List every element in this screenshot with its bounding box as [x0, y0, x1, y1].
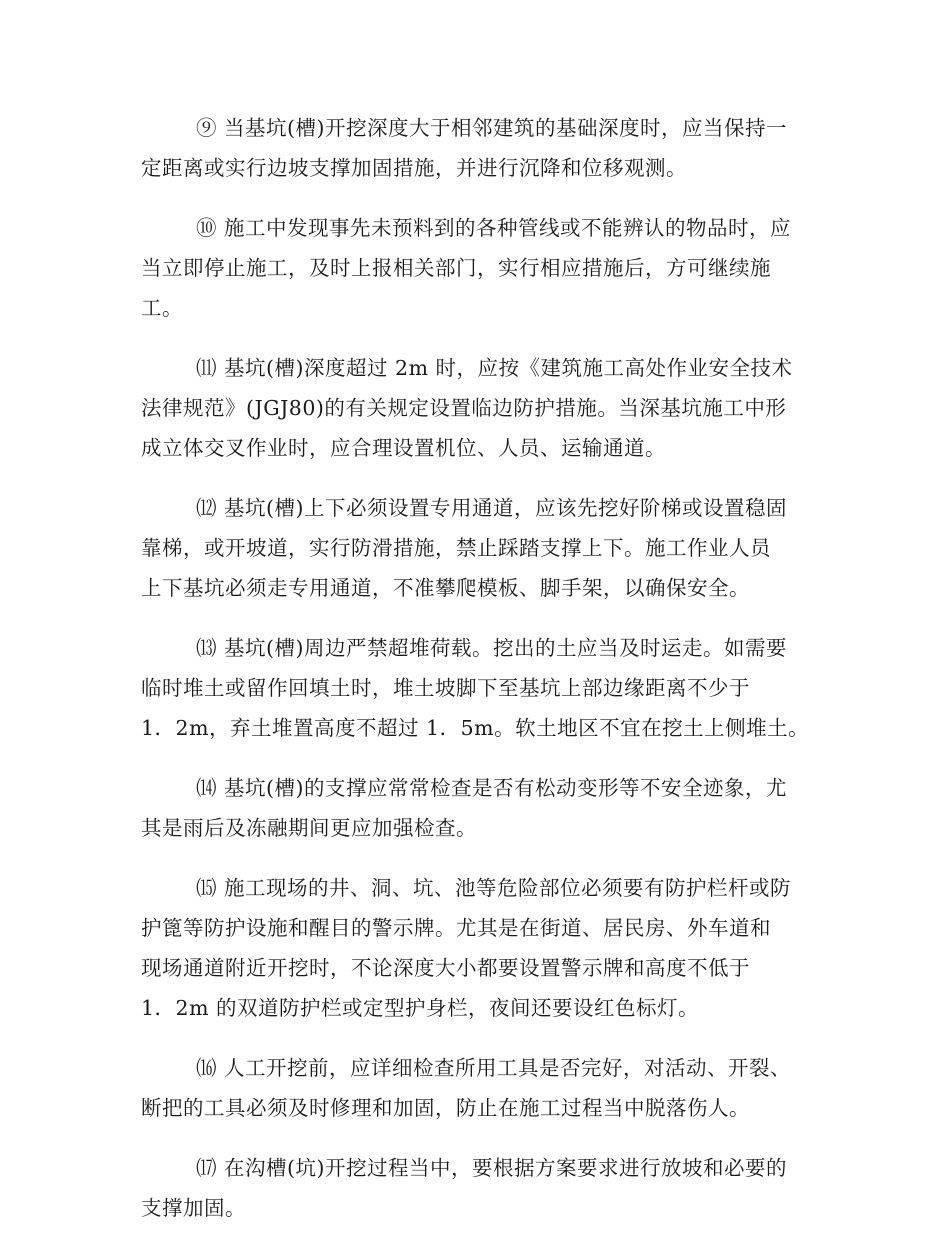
paragraph-line: ⒀ 基坑(槽)周边严禁超堆荷载。挖出的土应当及时运走。如需要 — [196, 636, 788, 660]
paragraph-line: ⑾ 基坑(槽)深度超过 2m 时，应按《建筑施工高处作业安全技术 — [196, 356, 793, 380]
paragraph-line: 支撑加固。 — [141, 1196, 246, 1220]
paragraph-line: ⑨ 当基坑(槽)开挖深度大于相邻建筑的基础深度时，应当保持一 — [196, 116, 788, 140]
paragraph-line: ⒄ 在沟槽(坑)开挖过程当中，要根据方案要求进行放坡和必要的 — [196, 1156, 788, 1180]
paragraph-line: 1．2m，弃土堆置高度不超过 1．5m。软土地区不宜在挖土上侧堆土。 — [141, 716, 810, 740]
paragraph-line: 其是雨后及冻融期间更应加强检查。 — [141, 816, 477, 840]
paragraph-15 — [141, 868, 811, 1028]
paragraph-14 — [141, 768, 811, 848]
paragraph-line: 上下基坑必须走专用通道，不准攀爬模板、脚手架，以确保安全。 — [141, 576, 750, 600]
paragraph-10 — [141, 208, 811, 328]
paragraph-16 — [141, 1048, 811, 1128]
paragraph-9 — [141, 108, 811, 188]
paragraph-13 — [141, 628, 811, 748]
paragraph-line: 1．2m 的双道防护栏或定型护身栏，夜间还要设红色标灯。 — [141, 996, 700, 1020]
paragraph-line: 靠梯，或开坡道，实行防滑措施，禁止踩踏支撑上下。施工作业人员 — [141, 536, 771, 560]
paragraph-line: 当立即停止施工，及时上报相关部门，实行相应措施后，方可继续施 — [141, 256, 771, 280]
paragraph-line: ⒁ 基坑(槽)的支撑应常常检查是否有松动变形等不安全迹象，尤 — [196, 776, 788, 800]
paragraph-line: 临时堆土或留作回填土时，堆土坡脚下至基坑上部边缘距离不少于 — [141, 676, 750, 700]
paragraph-line: ⒃ 人工开挖前，应详细检查所用工具是否完好，对活动、开裂、 — [196, 1056, 792, 1080]
paragraph-line: ⒂ 施工现场的井、洞、坑、池等危险部位必须要有防护栏杆或防 — [196, 876, 792, 900]
paragraph-line: 护篦等防护设施和醒目的警示牌。尤其是在街道、居民房、外车道和 — [141, 916, 771, 940]
paragraph-line: ⑿ 基坑(槽)上下必须设置专用通道，应该先挖好阶梯或设置稳固 — [196, 496, 788, 520]
paragraph-12 — [141, 488, 811, 608]
paragraph-line: 现场通道附近开挖时，不论深度大小都要设置警示牌和高度不低于 — [141, 956, 750, 980]
paragraph-line: ⑩ 施工中发现事先未预料到的各种管线或不能辨认的物品时，应 — [196, 216, 792, 240]
document-body — [141, 108, 811, 1248]
paragraph-line: 成立体交叉作业时，应合理设置机位、人员、运输通道。 — [141, 436, 666, 460]
paragraph-line: 法律规范》(JGJ80)的有关规定设置临边防护措施。当深基坑施工中形 — [141, 396, 787, 420]
paragraph-11 — [141, 348, 811, 468]
paragraph-line: 工。 — [141, 296, 183, 320]
paragraph-line: 断把的工具必须及时修理和加固，防止在施工过程当中脱落伤人。 — [141, 1096, 750, 1120]
paragraph-line: 定距离或实行边坡支撑加固措施，并进行沉降和位移观测。 — [141, 156, 687, 180]
paragraph-17 — [141, 1148, 811, 1228]
